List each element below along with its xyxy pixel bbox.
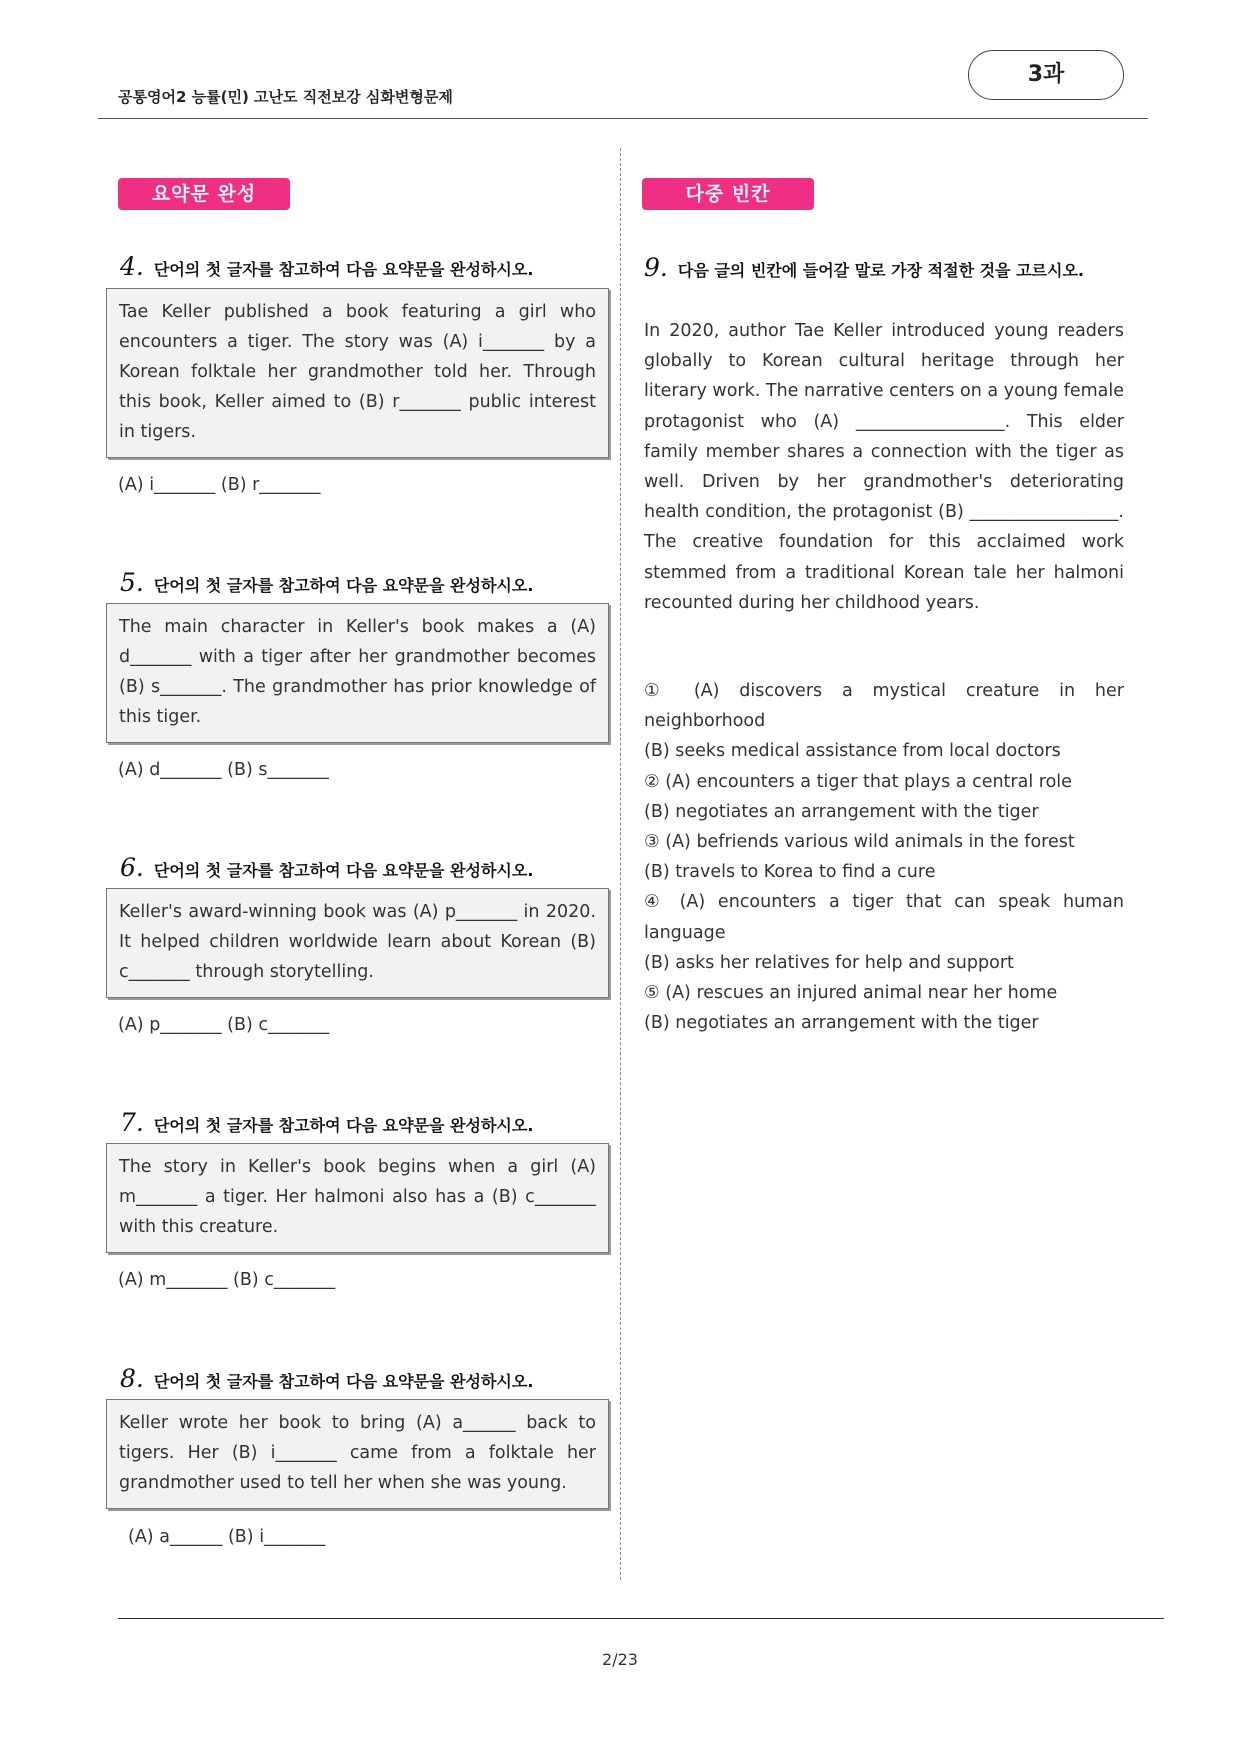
question-8-summary-box: Keller wrote her book to bring (A) a______ back to tigers. Her (B) i_______ came from a folktale her grandmother used to tell her when she was young. xyxy=(106,1399,609,1509)
question-instruction: 단어의 첫 글자를 참고하여 다음 요약문을 완성하시오. xyxy=(153,1116,534,1135)
choice-2-b[interactable]: (B) negotiates an arrangement with the tiger xyxy=(644,801,1039,822)
question-number: 8. xyxy=(120,1364,144,1393)
header-divider xyxy=(98,118,1148,119)
question-8-title xyxy=(120,1364,533,1393)
choice-4-a[interactable]: ④ (A) encounters a tiger that can speak human language xyxy=(644,892,1124,943)
question-4-title xyxy=(120,252,533,281)
choice-4-b[interactable]: (B) asks her relatives for help and support xyxy=(644,952,1014,973)
question-6-answer-line: (A) p_______ (B) c_______ xyxy=(118,1015,330,1035)
question-number: 9. xyxy=(644,253,668,282)
question-9-title xyxy=(644,254,1124,285)
question-4-answer-line: (A) i_______ (B) r_______ xyxy=(118,475,321,495)
question-instruction: 다음 글의 빈칸에 들어갈 말로 가장 적절한 것을 고르시오. xyxy=(677,261,1084,280)
question-9-choices xyxy=(644,676,1124,1038)
choice-3-b[interactable]: (B) travels to Korea to find a cure xyxy=(644,862,936,883)
question-number: 7. xyxy=(120,1108,144,1137)
question-6-title xyxy=(120,853,533,882)
lesson-badge: 3과 xyxy=(968,50,1124,100)
choice-5-b[interactable]: (B) negotiates an arrangement with the tiger xyxy=(644,1013,1039,1034)
question-number: 4. xyxy=(120,252,144,281)
question-7-title xyxy=(120,1108,533,1137)
column-divider xyxy=(620,148,621,1580)
page-number: 2/23 xyxy=(602,1650,638,1669)
question-instruction: 단어의 첫 글자를 참고하여 다음 요약문을 완성하시오. xyxy=(153,576,534,595)
question-number: 5. xyxy=(120,568,144,597)
question-instruction: 단어의 첫 글자를 참고하여 다음 요약문을 완성하시오. xyxy=(153,861,534,880)
question-4-summary-box: Tae Keller published a book featuring a girl who encounters a tiger. The story was (A) i_______ by a Korean folktale her grandmother told her. Through this book, Keller aimed to (B) r_______ public interest in tigers. xyxy=(106,288,609,458)
choice-3-a[interactable]: ③ (A) befriends various wild animals in the forest xyxy=(644,832,1075,853)
question-5-title xyxy=(120,568,533,597)
section-label-multi-blank: 다중 빈칸 xyxy=(642,178,814,210)
section-label-summary: 요약문 완성 xyxy=(118,178,290,210)
question-instruction: 단어의 첫 글자를 참고하여 다음 요약문을 완성하시오. xyxy=(153,260,534,279)
choice-2-a[interactable]: ② (A) encounters a tiger that plays a central role xyxy=(644,771,1072,792)
choice-1-a[interactable]: ① (A) discovers a mystical creature in her neighborhood xyxy=(644,681,1124,732)
choice-5-a[interactable]: ⑤ (A) rescues an injured animal near her home xyxy=(644,983,1058,1004)
question-7-summary-box: The story in Keller's book begins when a girl (A) m_______ a tiger. Her halmoni also has a (B) c_______ with this creature. xyxy=(106,1143,609,1253)
footer-divider xyxy=(118,1618,1164,1619)
question-number: 6. xyxy=(120,853,144,882)
choice-1-b[interactable]: (B) seeks medical assistance from local doctors xyxy=(644,741,1061,762)
document-header-title: 공통영어2 능률(민) 고난도 직전보강 심화변형문제 xyxy=(118,88,453,106)
question-7-answer-line: (A) m_______ (B) c_______ xyxy=(118,1270,336,1290)
question-9-passage: In 2020, author Tae Keller introduced young readers globally to Korean cultural heritage through her literary work. The narrative centers on a young female protagonist who (A) _________________. This elder family member shares a connection with the tiger as well. Driven by her grandmother's deteriorating health condition, the protagonist (B) _________________. The creative foundation for this acclaimed work stemmed from a traditional Korean tale her halmoni recounted during her childhood years. xyxy=(644,321,1124,613)
question-8-answer-line: (A) a______ (B) i_______ xyxy=(128,1527,326,1547)
question-5-summary-box: The main character in Keller's book makes a (A) d_______ with a tiger after her grandmother becomes (B) s_______. The grandmother has prior knowledge of this tiger. xyxy=(106,603,609,743)
question-instruction: 단어의 첫 글자를 참고하여 다음 요약문을 완성하시오. xyxy=(153,1372,534,1391)
question-5-answer-line: (A) d_______ (B) s_______ xyxy=(118,760,329,780)
question-6-summary-box: Keller's award-winning book was (A) p_______ in 2020. It helped children worldwide learn about Korean (B) c_______ through storytelling. xyxy=(106,888,609,998)
